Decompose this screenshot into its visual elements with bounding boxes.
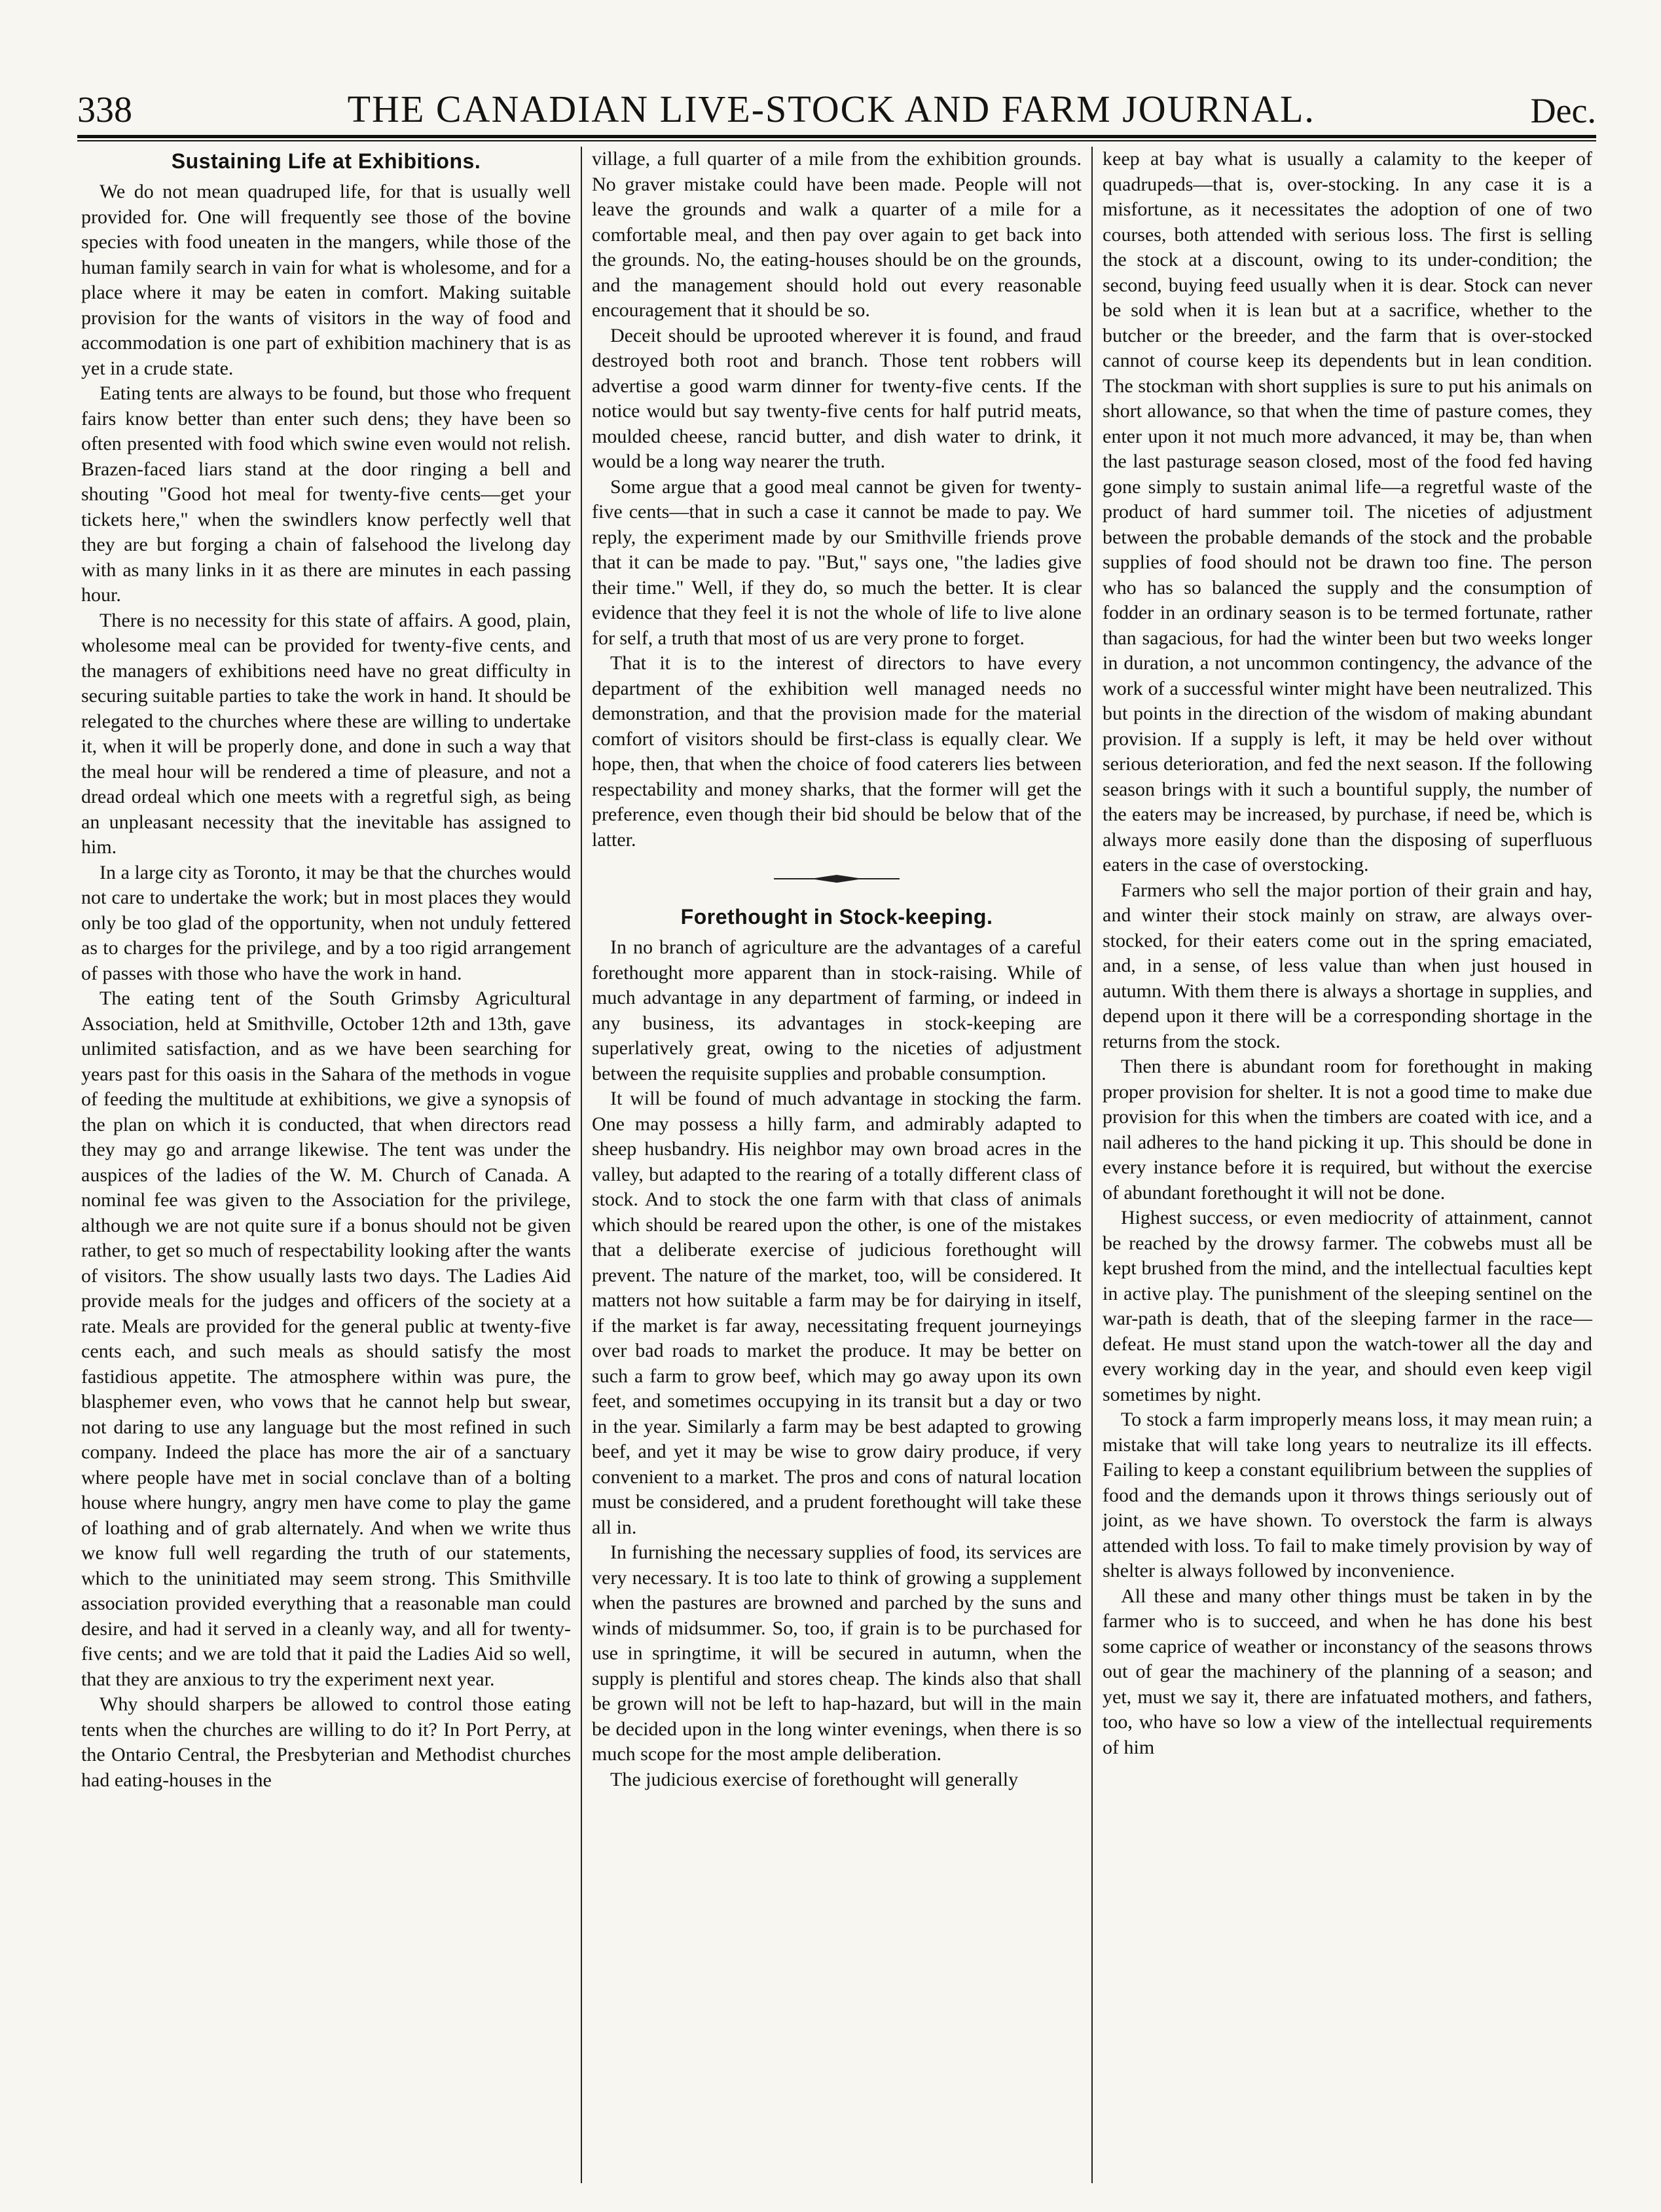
column-1 [77,147,575,2183]
journal-title: THE CANADIAN LIVE-STOCK AND FARM JOURNAL. [347,88,1315,130]
header-rule-thin [77,140,1596,141]
paragraph: We do not mean quadruped life, for that is usually well provided for. One will frequently see those of the bovine species with food uneaten in the mangers, while those of the human family search in vain for what is wholesome, and for a place where it may be eaten in comfort. Making suitable provision for the wants of visitors in the way of food and accommodation is one part of exhibition machinery that is as yet in a crude state. [81,181,571,379]
paragraph: It will be found of much advantage in stocking the farm. One may possess a hilly farm, and admirably adapted to sheep husbandry. His neighbor may own broad acres in the valley, but adapted to the rearing of a totally different class of stock. And to stock the one farm with that class of animals which should be reared upon the other, is one of the mistakes that a deliberate exercise of judicious forethought will prevent. The nature of the market, too, will be considered. It matters not how suitable a farm may be for dairying in itself, if the market is far away, necessitating frequent journeyings over bad roads to market the produce. It may be better on such a farm to grow beef, which may go away upon its own feet, and sometimes occupying in its transit but a day or two in the year. Similarly a farm may be best adapted to growing beef, and yet it may be wise to grow dairy produce, if very convenient to a market. The pros and cons of natural location must be considered, and a prudent forethought will take these all in. [592,1088,1082,1538]
article-columns [77,147,1596,2183]
header-rule-thick [77,135,1596,138]
column-2 [588,147,1086,2183]
paragraph: In furnishing the necessary supplies of food, its services are very necessary. It is too late to think of growing a supplement when the pastures are browned and parched by the suns and winds of midsummer. So, too, if grain is to be purchased for use in springtime, it will be secured in autumn, when the supply is plentiful and stores cheap. The kinds also that shall be grown will not be left to hap-hazard, but will in the main be decided upon in the long winter evenings, when there is so much scope for the most ample deliberation. [592,1541,1082,1765]
page-number: 338 [77,90,132,130]
paragraph: In no branch of agriculture are the advantages of a careful forethought more apparent than in stock-raising. While of much advantage in any department of farming, or indeed in any business, its advantages in stock-keeping are superlatively great, owing to the niceties of adjustment between the requisite supplies and probable consumption. [592,936,1082,1084]
paragraph: To stock a farm improperly means loss, it may mean ruin; a mistake that will take long years to neutralize its ill effects. Failing to keep a constant equilibrium between the supplies of food and the demands upon it throws things seriously out of joint, as we have shown. To overstock the farm is always attended with loss. To fail to make timely provision by way of shelter is always followed by inconvenience. [1103,1409,1592,1581]
paragraph: The eating tent of the South Grimsby Agricultural Association, held at Smithville, October 12th and 13th, gave unlimited satisfaction, and as we have been searching for years past for this oasis in the Sahara of the methods in vogue of feeding the multitude at exhibitions, we give a synopsis of the plan on which it is conducted, that when directors read they may go and arrange likewise. The tent was under the auspices of the ladies of the W. M. Church of Canada. A nominal fee was given to the Association for the privilege, although we are not quite sure if a bonus should not be given rather, to get so much of respectability looking after the wants of visitors. The show usually lasts two days. The Ladies Aid provide meals for the judges and officers of the society at a rate. Meals are provided for the general public at twenty-five cents each, and such meals as should satisfy the most fastidious appetite. The atmosphere within was pure, the blasphemer even, who vows that he cannot help but swear, not daring to use any language but the most refined in such company. Indeed the place has more the air of a sanctuary where people have met in social conclave than of a bolting house where hungry, angry men have come to play the game of loathing and of grab alternately. And when we write thus we know full well regarding the truth of our statements, which to the uninitiated may seem strong. This Smithville association provided everything that a reasonable man could desire, and had it served in a cleanly way, and all for twenty-five cents; and we are told that it paid the Ladies Aid so well, that they are anxious to try the experiment next year. [81,987,571,1690]
paragraph: There is no necessity for this state of affairs. A good, plain, wholesome meal can be provided for twenty-five cents, and the managers of exhibitions need have no great difficulty in securing suitable parties to take the work in hand. It should be relegated to the churches where these are willing to undertake it, when it will be properly done, and done in such a way that the meal hour will be rendered a time of pleasure, and not a dread ordeal which one meets with a regretful sigh, as being an unpleasant necessity that the inevitable has assigned to him. [81,609,571,858]
section-ornament [592,864,1082,893]
paragraph: Highest success, or even mediocrity of attainment, cannot be reached by the drowsy farmer. The cobwebs must all be kept brushed from the mind, and the intellectual faculties kept in active play. The punishment of the sleeping sentinel on the war-path is death, that of the sleeping farmer in the race—defeat. He must stand upon the watch-tower all the day and every working day in the year, and should even keep vigil sometimes by night. [1103,1207,1592,1405]
paragraph: The judicious exercise of forethought will generally [610,1768,1019,1790]
paragraph: Deceit should be uprooted wherever it is found, and fraud destroyed both root and branch. Those tent robbers will advertise a good warm dinner for twenty-five cents. If the notice would but say twenty-five cents for half putrid meats, moulded cheese, rancid butter, and dish water to drink, it would be a long way nearer the truth. [592,324,1082,472]
issue-month: Dec. [1530,91,1596,130]
column-3 [1099,147,1596,2183]
paragraph: village, a full quarter of a mile from the exhibition grounds. No graver mistake could have been made. People will not leave the grounds and walk a quarter of a mile for a comfortable meal, and then pay over again to get back into the grounds. No, the eating-houses should be on the grounds, and the management should hold out every reasonable encouragement that it should be so. [592,148,1082,321]
paragraph: Some argue that a good meal cannot be given for twenty-five cents—that in such a case it cannot be made to pay. We reply, the experiment made by our Smithville friends prove that it can be made to pay. "But," says one, "the ladies give their time." Well, if they do, so much the better. It is clear evidence that they feel it is not the whole of life to live alone for self, a truth that most of us are very prone to forget. [592,475,1082,649]
paragraph: Why should sharpers be allowed to control those eating tents when the churches are willing to do it? In Port Perry, at the Ontario Central, the Presbyterian and Methodist churches had eating-houses in the [81,1693,571,1791]
paragraph: Eating tents are always to be found, but those who frequent fairs know better than enter such dens; they have been so often presented with food which swine even would not relish. Brazen-faced liars stand at the door ringing a bell and shouting "Good hot meal for twenty-five cents—get your tickets here," when the swindlers know perfectly well that they are but forging a chain of falsehood the livelong day with as many links in it as there are minutes in each passing hour. [81,382,571,606]
paragraph: keep at bay what is usually a calamity to the keeper of quadrupeds—that is, over-stocking. In any case it is a misfortune, as it necessitates the adoption of one of two courses, both attended with serious loss. The first is selling the stock at a discount, owing to its under-condition; the second, buying feed usually when it is dear. Stock can never be sold when it is lean but at a sacrifice, whether to the butcher or the breeder, and the farm that is over-stocked cannot of course keep its dependents but in lean condition. The stockman with short supplies is sure to put his animals on short allowance, so that when the time of pasture comes, they enter upon it not much more advanced, it may be, than when the last pasturage season closed, most of the food fed having gone simply to sustain animal life—a regretful waste of the product of hard summer toil. The niceties of adjustment between the probable demands of the stock and the probable supplies of food should not be drawn too fine. The person who has so balanced the supply and the consumption of fodder in an ordinary season is to be termed fortunate, rather than sagacious, for had the winter been but two weeks longer in duration, a not uncommon contingency, the advance of the work of a successful winter might have been neutralized. This but points in the direction of the wisdom of making abundant provision. If a supply is left, it may be held over without serious deterioration, and fed the next season. If the following season brings with it such a bountiful supply, the number of the eaters may be increased, by purchase, if need be, which is always more easily done than the disposing of superfluous eaters in the case of overstocking. [1103,148,1592,876]
column-divider [575,147,588,2183]
article-title-exhibitions: Sustaining Life at Exhibitions. [171,149,481,173]
column-divider [1086,147,1099,2183]
ornament-rule-icon [771,874,902,883]
paragraph: In a large city as Toronto, it may be that the churches would not care to undertake the work; but in most places they would only be too glad of the opportunity, when not unduly fettered as to charges for the privilege, and by a too rigid arrangement of passes with those who have the work in hand. [81,861,571,984]
masthead [77,79,1596,131]
paragraph: Then there is abundant room for forethought in making proper provision for shelter. It is not a good time to make due provision for this when the timbers are coated with ice, and a nail adheres to the hand picking it up. This should be done in every instance before it is required, but without the exercise of abundant forethought it will not be done. [1103,1056,1592,1204]
paragraph: That it is to the interest of directors to have every department of the exhibition well managed needs no demonstration, and that the provision made for the material comfort of visitors should be first-class is equally clear. We hope, then, that when the choice of food caterers lies between respectability and money sharks, that the former will get the preference, even though their bid should be below that of the latter. [592,652,1082,851]
article-title-forethought: Forethought in Stock-keeping. [680,905,993,929]
paragraph: All these and many other things must be taken in by the farmer who is to succeed, and when he has done his best some caprice of weather or inconstancy of the seasons throws out of gear the machinery of the planning of a season; and yet, must we say it, there are infatuated mothers, and fathers, too, who have so low a view of the intellectual requirements of him [1103,1585,1592,1758]
paragraph: Farmers who sell the major portion of their grain and hay, and winter their stock mainly on straw, are always over-stocked, for their eaters come out in the spring emaciated, and, in a sense, of less value than when just housed in autumn. With them there is always a shortage in supplies, and depend upon it there will be a corresponding shortage in the returns from the stock. [1103,879,1592,1052]
